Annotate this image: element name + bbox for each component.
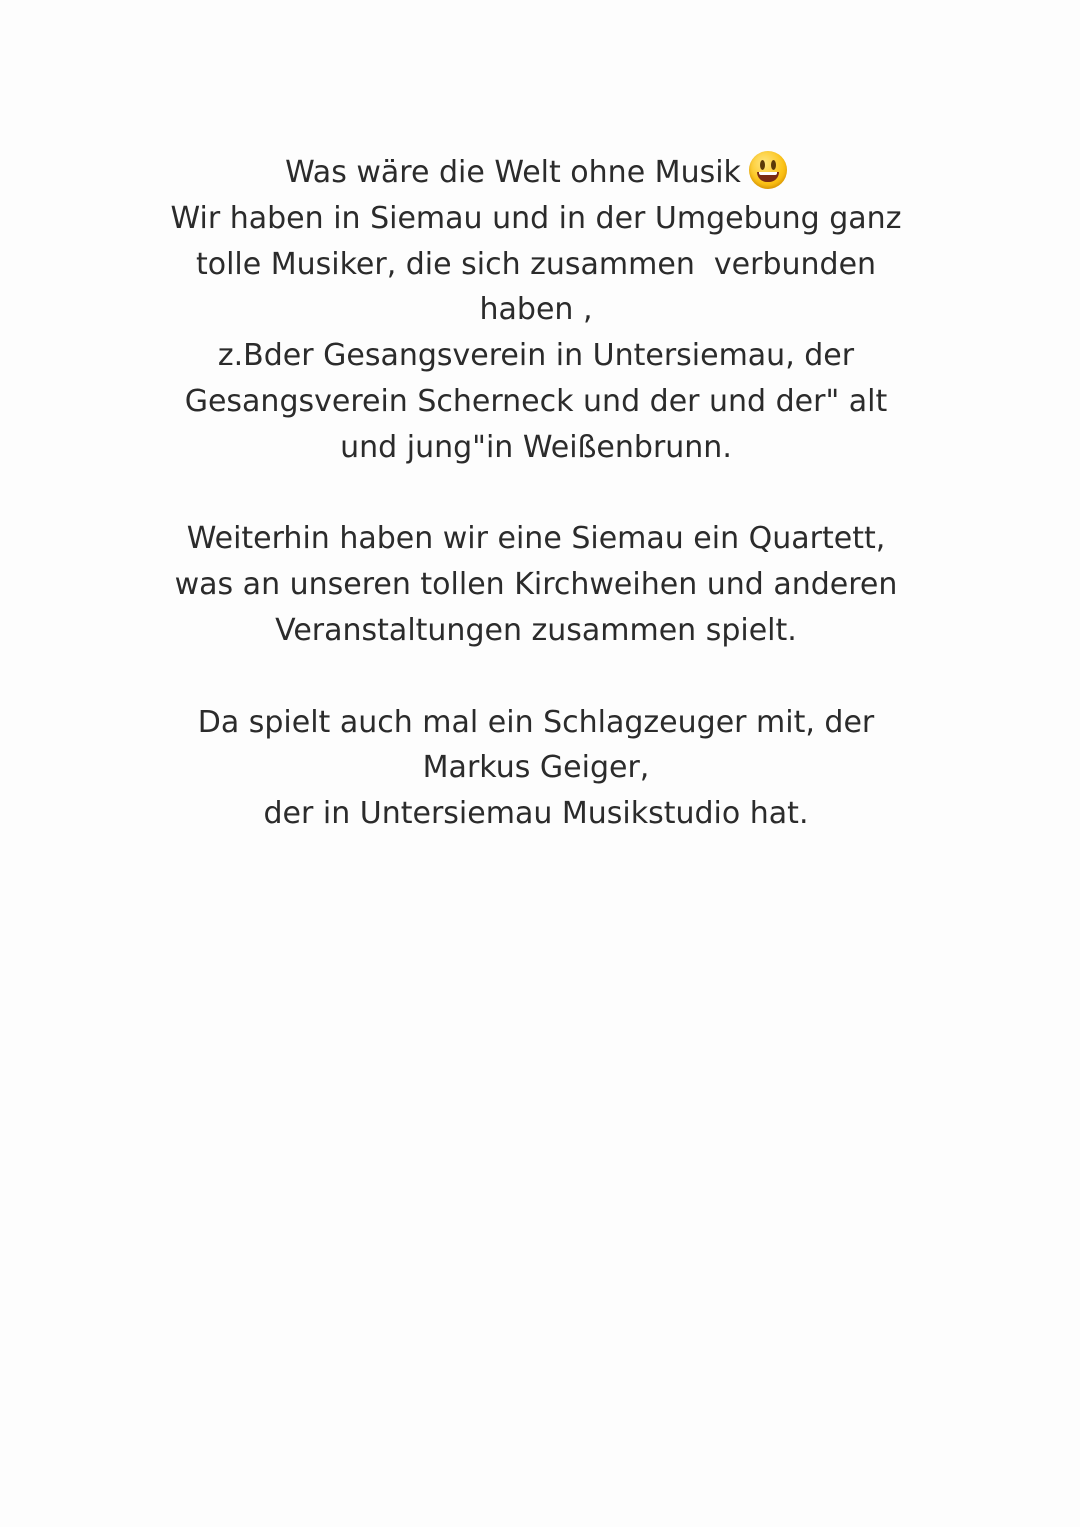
text-line: tolle Musiker, die sich zusammen verbunden bbox=[195, 246, 877, 282]
text-line: haben , bbox=[479, 292, 593, 328]
paragraph-2 bbox=[160, 516, 912, 653]
paragraph-spacer bbox=[160, 654, 912, 700]
paragraph-1 bbox=[160, 150, 912, 471]
paragraph-spacer bbox=[160, 471, 912, 517]
text-line: Gesangsverein Scherneck und der und der" alt bbox=[184, 383, 888, 419]
paragraph-3 bbox=[160, 700, 912, 837]
post-text bbox=[160, 150, 912, 837]
text-line: und jung"in Weißenbrunn. bbox=[340, 429, 732, 465]
text-line: Weiterhin haben wir eine Siemau ein Quartett, bbox=[186, 521, 886, 557]
text-line: der in Untersiemau Musikstudio hat. bbox=[263, 796, 809, 832]
text-line: was an unseren tollen Kirchweihen und anderen bbox=[174, 567, 898, 603]
text-line: z.Bder Gesangsverein in Untersiemau, der bbox=[217, 338, 855, 374]
text-line: Markus Geiger, bbox=[422, 750, 650, 786]
grinning-face-icon bbox=[749, 151, 787, 189]
text-line: Wir haben in Siemau und in der Umgebung ganz bbox=[170, 200, 902, 236]
title-text: Was wäre die Welt ohne Musik bbox=[285, 155, 741, 190]
text-line: Da spielt auch mal ein Schlagzeuger mit, der bbox=[197, 704, 875, 740]
text-line: Veranstaltungen zusammen spielt. bbox=[275, 612, 797, 648]
text-line bbox=[160, 150, 912, 196]
